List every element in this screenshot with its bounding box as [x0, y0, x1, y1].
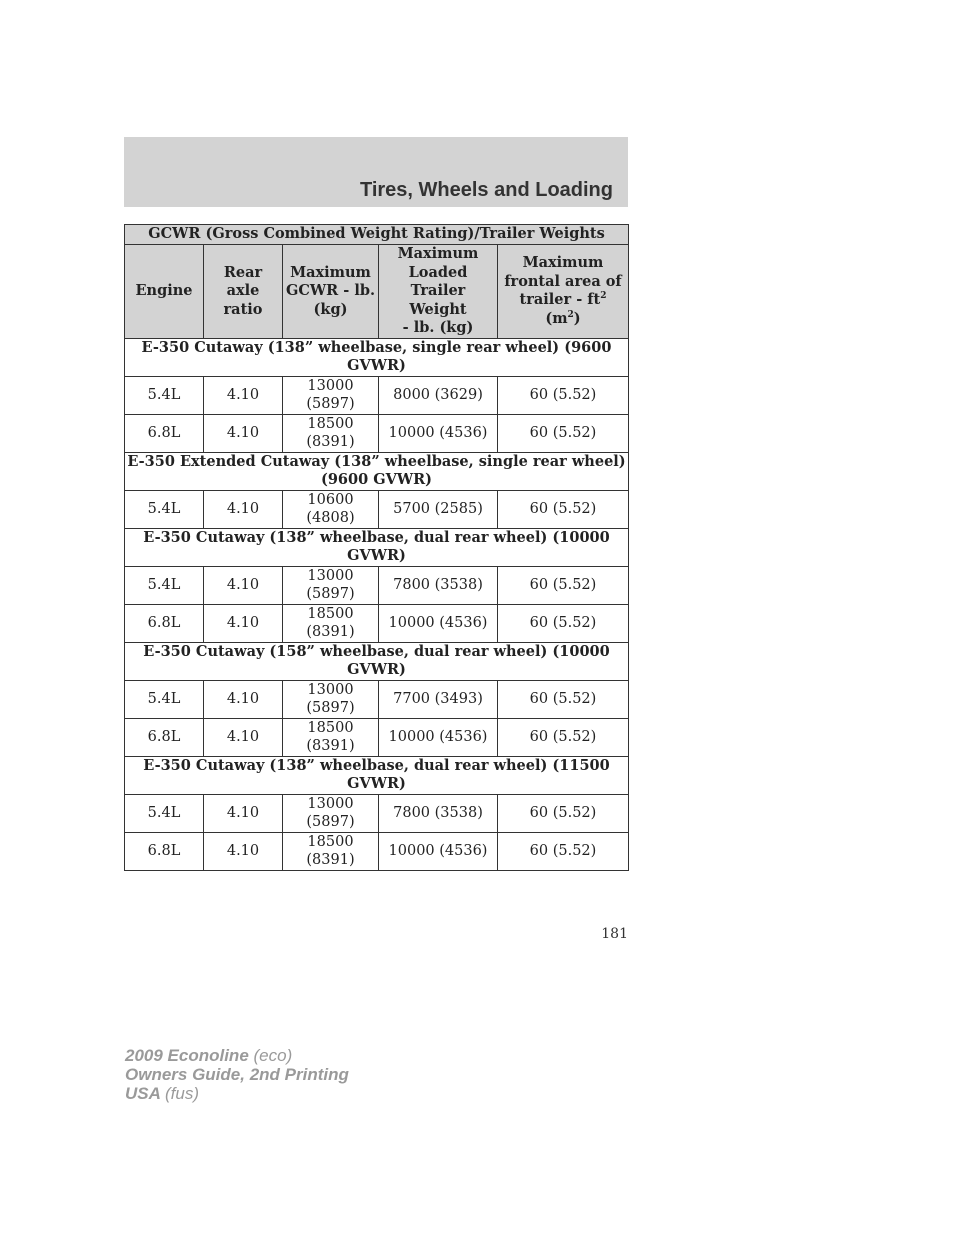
gcwr-cell: 13000 (5897)	[283, 376, 379, 414]
table-row	[125, 604, 629, 642]
col-header-engine: Engine	[125, 245, 204, 339]
ratio-cell: 4.10	[204, 490, 283, 528]
document-footer	[125, 1046, 349, 1103]
gcwr-cell: 13000 (5897)	[283, 680, 379, 718]
frontal-area-cell: 60 (5.52)	[498, 604, 629, 642]
frontal-area-cell: 60 (5.52)	[498, 680, 629, 718]
section-title-row: E-350 Cutaway (138” wheelbase, single rear wheel) (9600 GVWR)	[125, 338, 629, 376]
section-title-row: E-350 Cutaway (158” wheelbase, dual rear wheel) (10000 GVWR)	[125, 642, 629, 680]
footer-line-3: USA (fus)	[125, 1084, 199, 1103]
gcwr-cell: 18500 (8391)	[283, 414, 379, 452]
col-header-max-gcwr: Maximum GCWR - lb. (kg)	[283, 245, 379, 339]
frontal-area-cell: 60 (5.52)	[498, 414, 629, 452]
page-number: 181	[601, 926, 628, 942]
section-title-row: E-350 Cutaway (138” wheelbase, dual rear wheel) (11500 GVWR)	[125, 756, 629, 794]
section-title-row: E-350 Cutaway (138” wheelbase, dual rear wheel) (10000 GVWR)	[125, 528, 629, 566]
section-title: Tires, Wheels and Loading	[359, 179, 613, 201]
ratio-cell: 4.10	[204, 566, 283, 604]
engine-cell: 6.8L	[125, 832, 204, 870]
table-row	[125, 718, 629, 756]
trailer-weight-cell: 10000 (4536)	[379, 604, 498, 642]
ratio-cell: 4.10	[204, 604, 283, 642]
table-row	[125, 376, 629, 414]
trailer-weight-cell: 10000 (4536)	[379, 832, 498, 870]
engine-cell: 6.8L	[125, 718, 204, 756]
table-row	[125, 680, 629, 718]
trailer-weight-cell: 7800 (3538)	[379, 566, 498, 604]
section-header-band	[124, 137, 628, 207]
engine-cell: 5.4L	[125, 566, 204, 604]
ratio-cell: 4.10	[204, 718, 283, 756]
gcwr-cell: 18500 (8391)	[283, 604, 379, 642]
trailer-weight-cell: 10000 (4536)	[379, 718, 498, 756]
frontal-area-cell: 60 (5.52)	[498, 832, 629, 870]
col-header-max-frontal-area: Maximum frontal area of trailer - $ft^2$ $(m^2)$	[498, 245, 629, 339]
ratio-cell: 4.10	[204, 832, 283, 870]
table-row	[125, 794, 629, 832]
trailer-weight-cell: 7800 (3538)	[379, 794, 498, 832]
footer-line-1: 2009 Econoline (eco)	[125, 1046, 293, 1065]
ratio-cell: 4.10	[204, 680, 283, 718]
gcwr-trailer-weights-table	[124, 224, 629, 871]
engine-cell: 5.4L	[125, 794, 204, 832]
gcwr-cell: 13000 (5897)	[283, 566, 379, 604]
engine-cell: 5.4L	[125, 490, 204, 528]
frontal-area-cell: 60 (5.52)	[498, 566, 629, 604]
table-row	[125, 566, 629, 604]
trailer-weight-cell: 5700 (2585)	[379, 490, 498, 528]
table-row	[125, 832, 629, 870]
footer-line-2: Owners Guide, 2nd Printing	[125, 1065, 349, 1084]
frontal-area-cell: 60 (5.52)	[498, 794, 629, 832]
ratio-cell: 4.10	[204, 794, 283, 832]
col-header-max-trailer-weight: Maximum Loaded Trailer Weight - lb. (kg)	[379, 245, 498, 339]
gcwr-cell: 10600 (4808)	[283, 490, 379, 528]
ratio-cell: 4.10	[204, 414, 283, 452]
engine-cell: 6.8L	[125, 604, 204, 642]
trailer-weight-cell: 10000 (4536)	[379, 414, 498, 452]
gcwr-cell: 13000 (5897)	[283, 794, 379, 832]
frontal-area-cell: 60 (5.52)	[498, 718, 629, 756]
engine-cell: 5.4L	[125, 680, 204, 718]
gcwr-cell: 18500 (8391)	[283, 832, 379, 870]
engine-cell: 6.8L	[125, 414, 204, 452]
col-header-rear-axle-ratio: Rear axle ratio	[204, 245, 283, 339]
table-row	[125, 490, 629, 528]
trailer-weight-cell: 8000 (3629)	[379, 376, 498, 414]
table-caption: GCWR (Gross Combined Weight Rating)/Trailer Weights	[125, 225, 629, 245]
gcwr-cell: 18500 (8391)	[283, 718, 379, 756]
frontal-area-cell: 60 (5.52)	[498, 376, 629, 414]
engine-cell: 5.4L	[125, 376, 204, 414]
frontal-area-cell: 60 (5.52)	[498, 490, 629, 528]
ratio-cell: 4.10	[204, 376, 283, 414]
section-title-row: E-350 Extended Cutaway (138” wheelbase, single rear wheel) (9600 GVWR)	[125, 452, 629, 490]
table-row	[125, 414, 629, 452]
trailer-weight-cell: 7700 (3493)	[379, 680, 498, 718]
